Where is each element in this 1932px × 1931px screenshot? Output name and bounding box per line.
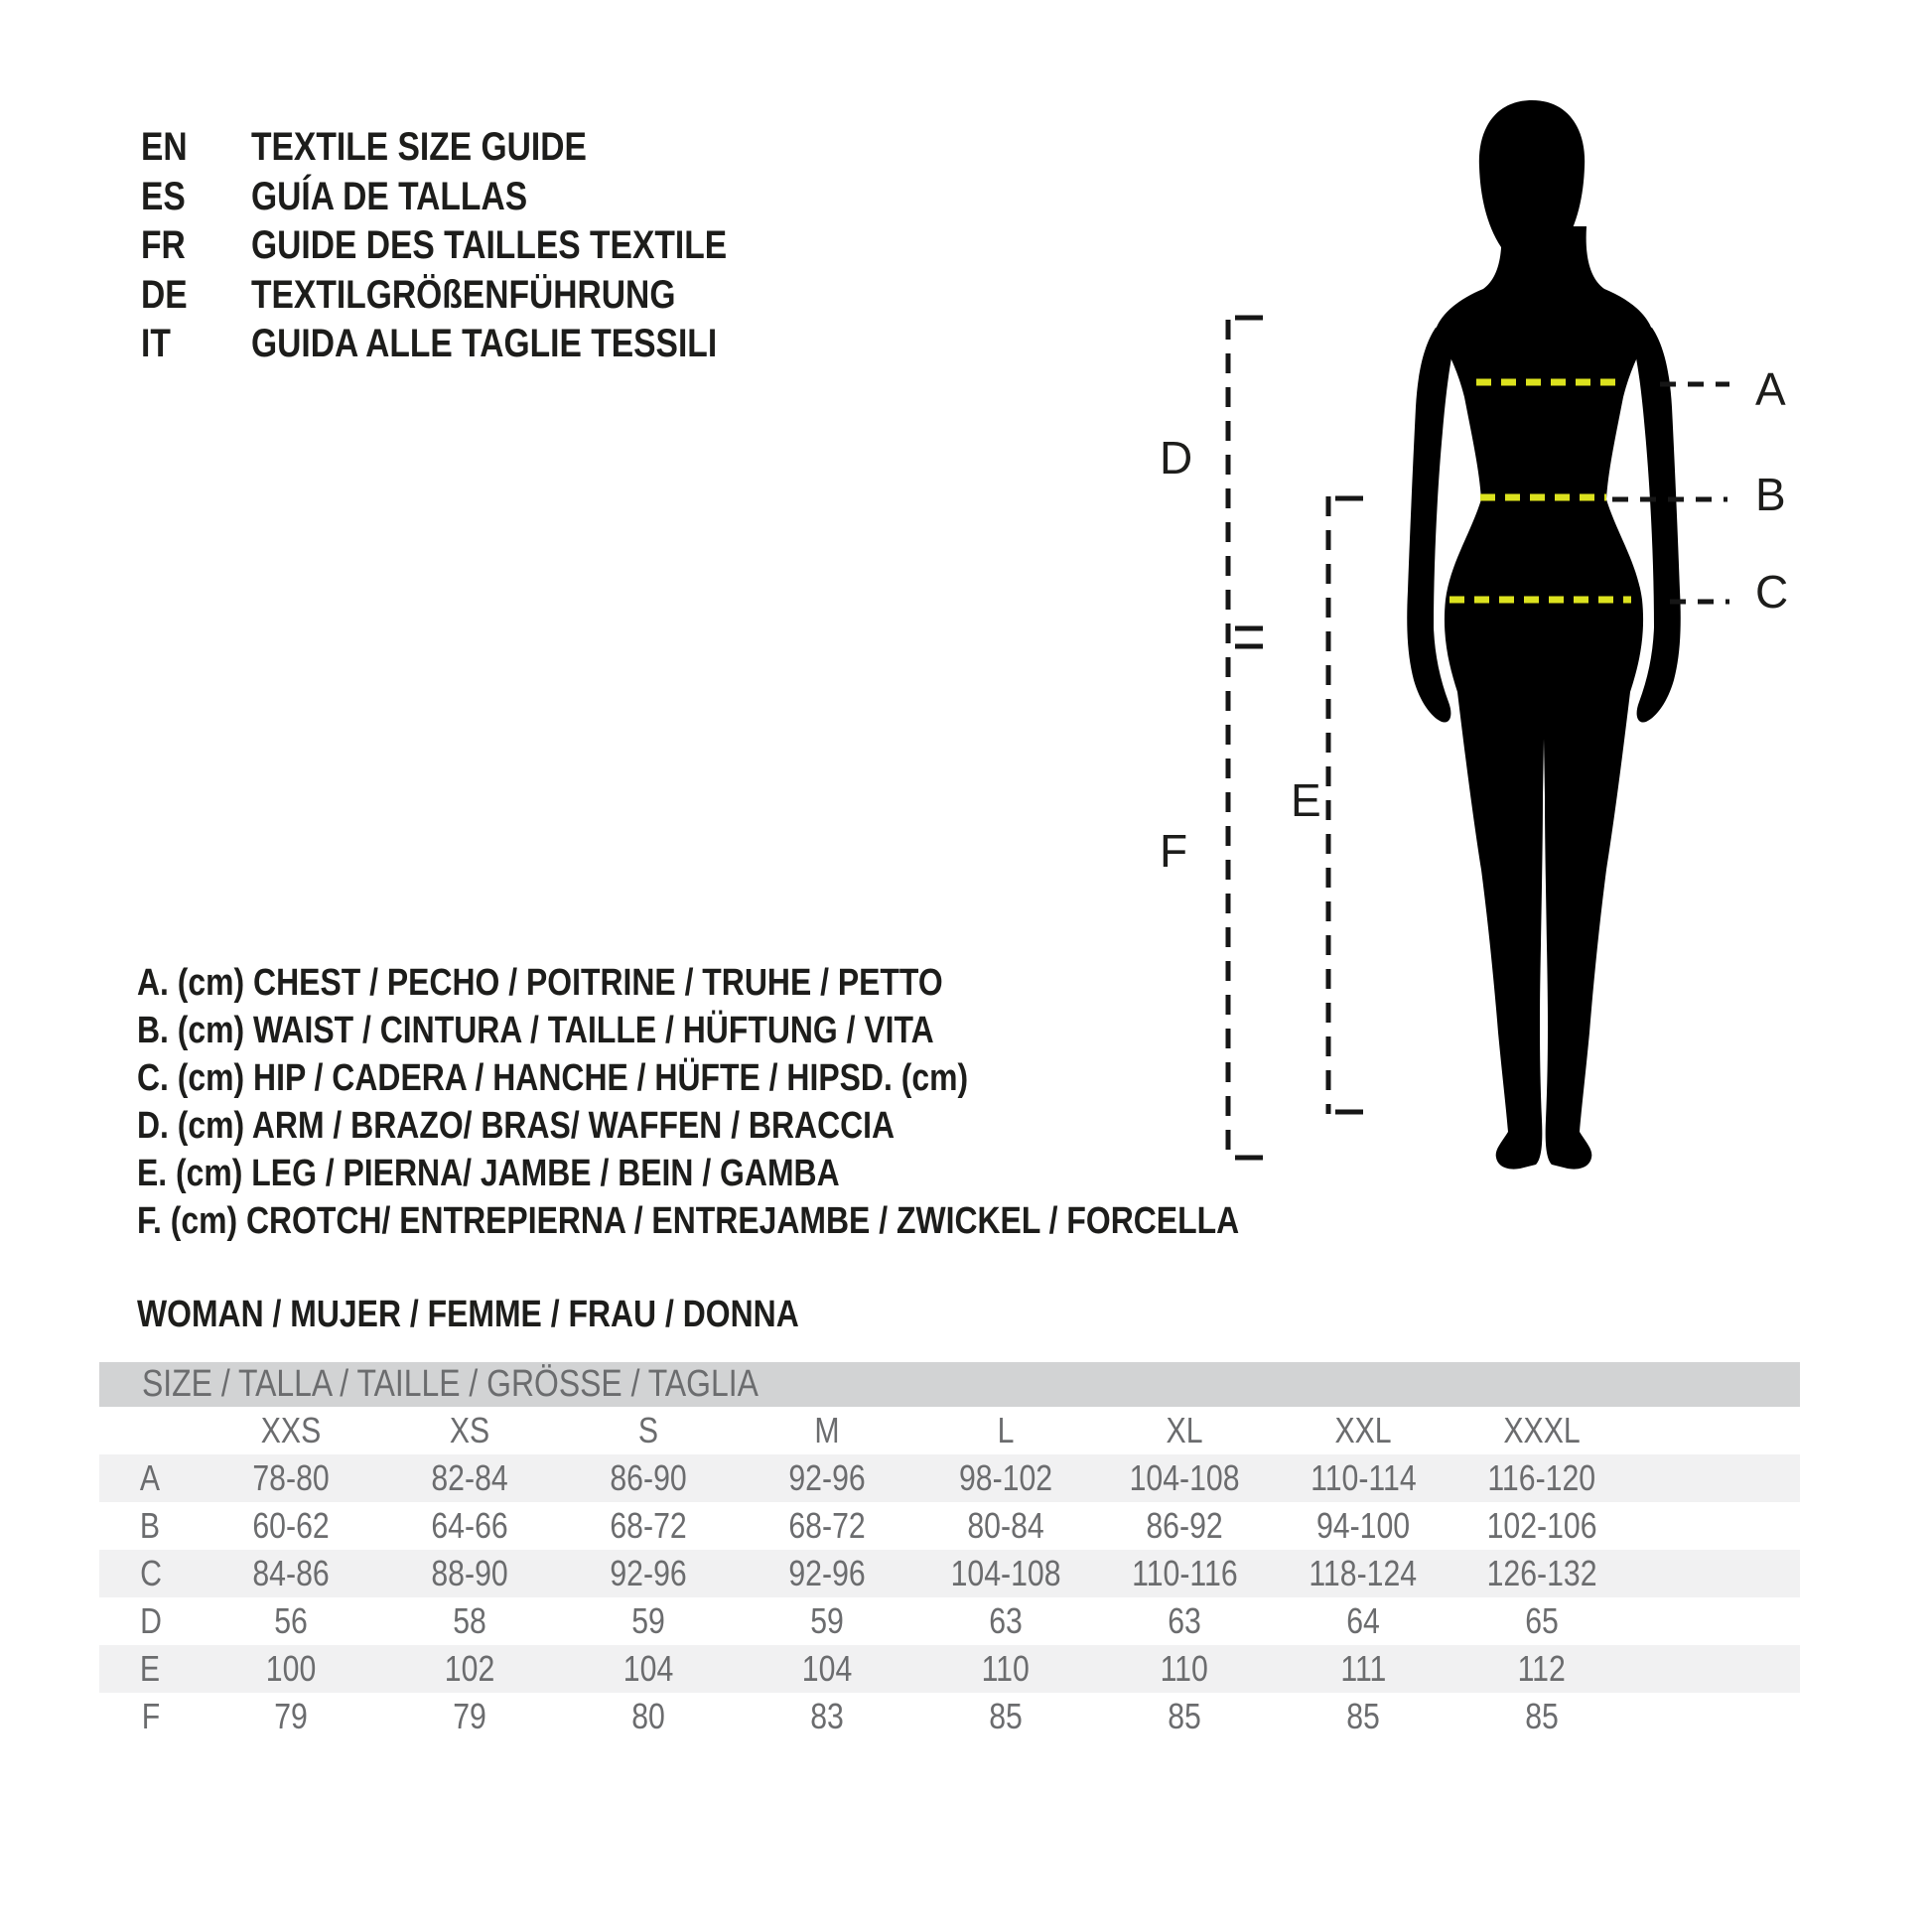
cell-value: 63 bbox=[1168, 1600, 1201, 1641]
cell-value: 88-90 bbox=[431, 1553, 508, 1593]
row-label: B bbox=[140, 1505, 161, 1546]
cell-value: 110-116 bbox=[1131, 1553, 1238, 1593]
cell-value: 79 bbox=[274, 1696, 308, 1736]
label-waist-b: B bbox=[1755, 469, 1786, 520]
cell-value: 78-80 bbox=[252, 1457, 330, 1498]
cell-value: 104 bbox=[622, 1648, 674, 1689]
legend-item-hip: C. (cm) HIP / CADERA / HANCHE / HÜFTE / HIPSD. (cm) bbox=[137, 1057, 969, 1099]
legend-item-chest: A. (cm) CHEST / PECHO / POITRINE / TRUHE / PETTO bbox=[137, 962, 943, 1004]
table-row-d bbox=[99, 1597, 1800, 1645]
cell-value: 118-124 bbox=[1309, 1553, 1418, 1593]
cell-value: 104-108 bbox=[950, 1553, 1061, 1593]
cell-value: 68-72 bbox=[610, 1505, 687, 1546]
size-header-row bbox=[99, 1407, 1800, 1454]
table-row-c bbox=[99, 1550, 1800, 1597]
cell-value: 102-106 bbox=[1486, 1505, 1597, 1546]
cell-value: 64-66 bbox=[431, 1505, 508, 1546]
row-label: A bbox=[140, 1457, 161, 1498]
silhouette-left-arm bbox=[1407, 328, 1455, 723]
cell-value: 85 bbox=[1525, 1696, 1559, 1736]
cell-value: 102 bbox=[444, 1648, 495, 1689]
table-row-a bbox=[99, 1454, 1800, 1502]
cell-value: 86-90 bbox=[610, 1457, 687, 1498]
cell-value: 94-100 bbox=[1315, 1505, 1411, 1546]
cell-value: 64 bbox=[1346, 1600, 1380, 1641]
lang-code: EN bbox=[141, 125, 188, 169]
cell-value: 63 bbox=[989, 1600, 1023, 1641]
measurement-legend bbox=[137, 959, 1449, 1245]
size-table-header bbox=[99, 1362, 1800, 1407]
cell-value: 110-114 bbox=[1310, 1457, 1417, 1498]
cell-value: 56 bbox=[274, 1600, 308, 1641]
cell-value: 65 bbox=[1525, 1600, 1559, 1641]
cell-value: 86-92 bbox=[1146, 1505, 1223, 1546]
table-row-b bbox=[99, 1502, 1800, 1550]
cell-value: 82-84 bbox=[431, 1457, 508, 1498]
cell-value: 83 bbox=[810, 1696, 844, 1736]
size-col-xxxl: XXXL bbox=[1503, 1410, 1581, 1450]
row-label: D bbox=[139, 1600, 162, 1641]
legend-item-leg: E. (cm) LEG / PIERNA/ JAMBE / BEIN / GAMBA bbox=[137, 1153, 840, 1194]
legend-item-crotch: F. (cm) CROTCH/ ENTREPIERNA / ENTREJAMBE / ZWICKEL / FORCELLA bbox=[137, 1200, 1240, 1242]
lang-code: ES bbox=[141, 174, 186, 218]
cell-value: 100 bbox=[265, 1648, 317, 1689]
lang-row-fr bbox=[141, 221, 817, 271]
legend-item-arm: D. (cm) ARM / BRAZO/ BRAS/ WAFFEN / BRACCIA bbox=[137, 1105, 896, 1147]
language-title-block bbox=[141, 123, 817, 369]
cell-value: 85 bbox=[1168, 1696, 1201, 1736]
cell-value: 126-132 bbox=[1486, 1553, 1597, 1593]
size-col-xl: XL bbox=[1166, 1410, 1203, 1450]
row-spacer bbox=[1631, 1693, 1800, 1740]
label-chest-a: A bbox=[1755, 363, 1786, 415]
size-table bbox=[99, 1362, 1800, 1740]
row-spacer bbox=[1631, 1407, 1800, 1454]
row-spacer bbox=[1631, 1550, 1800, 1597]
cell-value: 104 bbox=[801, 1648, 853, 1689]
cell-value: 79 bbox=[453, 1696, 486, 1736]
row-label: E bbox=[140, 1648, 161, 1689]
size-col-m: M bbox=[814, 1410, 840, 1450]
corner-cell bbox=[99, 1407, 202, 1454]
table-row-f bbox=[99, 1693, 1800, 1740]
label-crotch-f: F bbox=[1160, 825, 1188, 877]
cell-value: 80 bbox=[631, 1696, 665, 1736]
cell-value: 80-84 bbox=[967, 1505, 1044, 1546]
table-row-e bbox=[99, 1645, 1800, 1693]
row-spacer bbox=[1631, 1597, 1800, 1645]
size-col-l: L bbox=[997, 1410, 1015, 1450]
row-label: C bbox=[139, 1553, 162, 1593]
lang-row-es bbox=[141, 173, 817, 222]
cell-value: 104-108 bbox=[1129, 1457, 1240, 1498]
guide-title-fr: GUIDE DES TAILLES TEXTILE bbox=[251, 223, 728, 267]
cell-value: 92-96 bbox=[610, 1553, 687, 1593]
guide-title-es: GUÍA DE TALLAS bbox=[251, 174, 528, 218]
cell-value: 110 bbox=[981, 1648, 1031, 1689]
cell-value: 84-86 bbox=[252, 1553, 330, 1593]
cell-value: 85 bbox=[989, 1696, 1023, 1736]
lang-code: DE bbox=[141, 272, 188, 317]
cell-value: 92-96 bbox=[788, 1457, 866, 1498]
cell-value: 68-72 bbox=[788, 1505, 866, 1546]
label-arm-d: D bbox=[1160, 432, 1193, 483]
lang-row-it bbox=[141, 320, 817, 369]
lang-row-de bbox=[141, 271, 817, 321]
guide-title-it: GUIDA ALLE TAGLIE TESSILI bbox=[251, 322, 718, 365]
legend-item-waist: B. (cm) WAIST / CINTURA / TAILLE / HÜFTUNG / VITA bbox=[137, 1010, 934, 1051]
guide-title-en: TEXTILE SIZE GUIDE bbox=[251, 125, 587, 169]
label-hip-c: C bbox=[1755, 566, 1789, 618]
row-spacer bbox=[1631, 1645, 1800, 1693]
cell-value: 85 bbox=[1346, 1696, 1380, 1736]
label-leg-e: E bbox=[1291, 774, 1321, 826]
lang-code: FR bbox=[141, 223, 186, 267]
size-col-xxs: XXS bbox=[260, 1410, 322, 1450]
cell-value: 98-102 bbox=[958, 1457, 1053, 1498]
row-spacer bbox=[1631, 1502, 1800, 1550]
cell-value: 116-120 bbox=[1487, 1457, 1596, 1498]
cell-value: 59 bbox=[810, 1600, 844, 1641]
cell-value: 112 bbox=[1517, 1648, 1567, 1689]
cell-value: 92-96 bbox=[788, 1553, 866, 1593]
cell-value: 111 bbox=[1340, 1648, 1386, 1689]
row-label: F bbox=[141, 1696, 160, 1736]
size-col-xs: XS bbox=[449, 1410, 490, 1450]
row-spacer bbox=[1631, 1454, 1800, 1502]
lang-code: IT bbox=[141, 322, 171, 365]
lang-row-en bbox=[141, 123, 817, 173]
size-table-header-label: SIZE / TALLA / TAILLE / GRÖSSE / TAGLIA bbox=[142, 1363, 759, 1405]
cell-value: 59 bbox=[631, 1600, 665, 1641]
cell-value: 110 bbox=[1160, 1648, 1209, 1689]
size-col-s: S bbox=[637, 1410, 659, 1450]
silhouette-torso-legs bbox=[1436, 226, 1652, 1170]
cell-value: 58 bbox=[453, 1600, 486, 1641]
guide-title-de: TEXTILGRÖßENFÜHRUNG bbox=[251, 272, 676, 317]
section-title-woman: WOMAN / MUJER / FEMME / FRAU / DONNA bbox=[137, 1294, 799, 1335]
size-col-xxl: XXL bbox=[1334, 1410, 1392, 1450]
cell-value: 60-62 bbox=[252, 1505, 330, 1546]
